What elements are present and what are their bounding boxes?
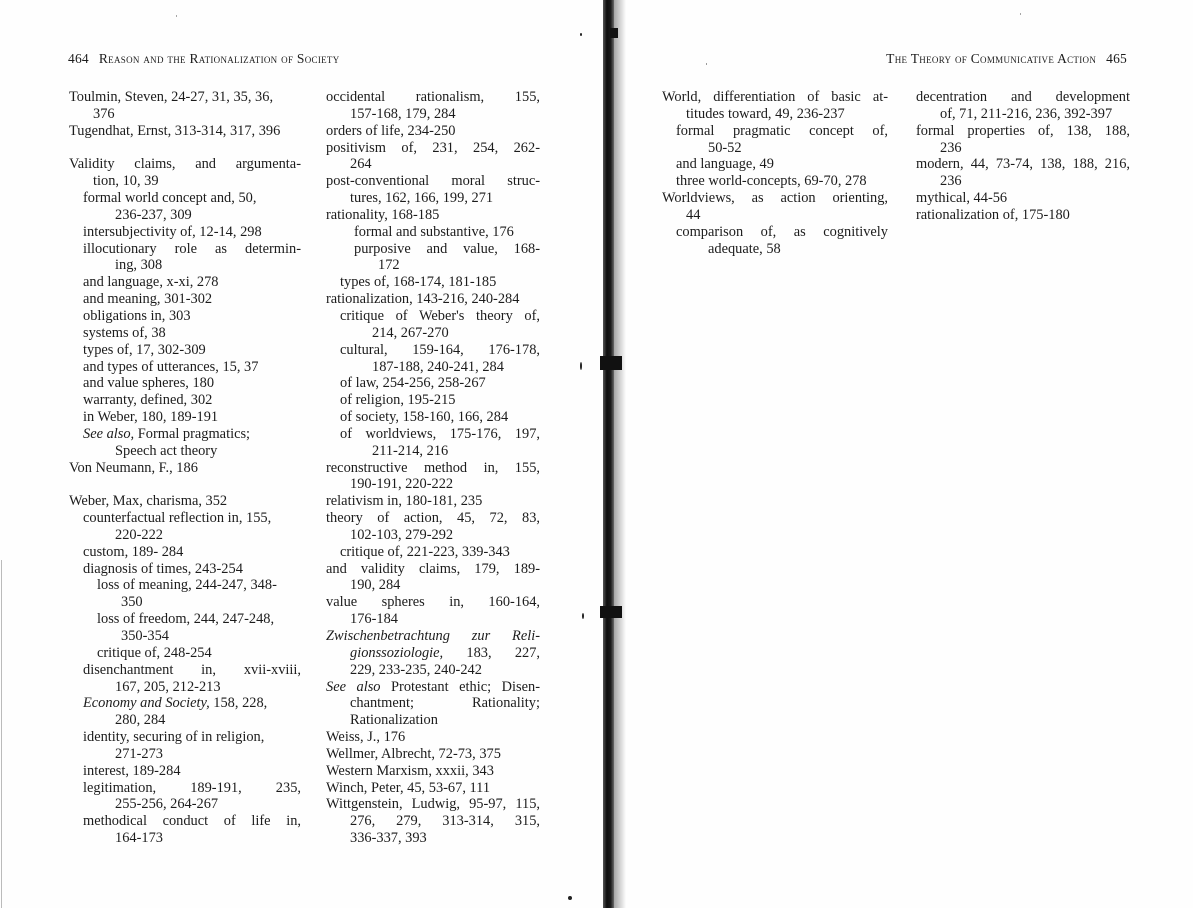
index-entry (69, 359, 301, 376)
index-column-2 (326, 89, 540, 847)
index-entry-line: 280, 284 (115, 712, 166, 729)
index-entry (69, 291, 301, 308)
index-entry-line: Western Marxism, xxxii, 343 (326, 762, 494, 779)
index-entry (69, 662, 301, 696)
scan-speck (568, 896, 572, 900)
index-entry-line: cultural, 159-164, 176-178, (340, 341, 540, 358)
index-entry-line: post-conventional moral struc- (326, 173, 540, 190)
index-entry-italic: See also (326, 678, 381, 695)
index-entry-line: reconstructive method in, 155, (326, 459, 540, 476)
index-entry (326, 140, 540, 174)
index-entry-line: 236 (940, 139, 962, 156)
index-entry (326, 746, 540, 763)
index-entry-italic: See also, (83, 425, 135, 442)
index-entry-line: relativism in, 180-181, 235 (326, 493, 483, 510)
index-entry (662, 190, 888, 224)
index-entry-line: types of, 168-174, 181-185 (340, 274, 497, 291)
index-entry (69, 241, 301, 275)
index-entry (326, 173, 540, 207)
index-entry-line (326, 628, 540, 645)
scan-speck (176, 15, 177, 17)
left-running-head (68, 51, 340, 67)
index-entry (326, 375, 540, 392)
index-entry-line: orders of life, 234-250 (326, 122, 456, 139)
index-entry (326, 763, 540, 780)
index-entry-line: value spheres in, 160-164, (326, 594, 540, 611)
index-entry-line: and language, x-xi, 278 (83, 274, 219, 291)
index-entry-line: positivism of, 231, 254, 262- (326, 139, 540, 156)
index-entry (326, 89, 540, 123)
index-entry-line: and language, 49 (676, 156, 774, 173)
index-entry (69, 611, 301, 645)
index-entry-line: 176-184 (350, 611, 398, 628)
index-entry-line: 211-214, 216 (372, 442, 449, 459)
index-entry (69, 89, 301, 123)
right-page-number: 465 (1106, 51, 1127, 66)
index-entry (69, 695, 301, 729)
index-entry (326, 123, 540, 140)
index-entry-italic: Economy and Society, (83, 695, 210, 712)
index-entry (326, 729, 540, 746)
index-entry (326, 561, 540, 595)
index-column-1 (69, 89, 301, 847)
index-entry-line: 264 (350, 156, 372, 173)
index-entry (69, 460, 301, 477)
index-entry (326, 291, 540, 308)
right-running-head (886, 51, 1127, 67)
index-entry-line: formal and substantive, 176 (354, 223, 514, 240)
scan-speck (580, 33, 582, 36)
index-entry (69, 375, 301, 392)
index-entry-line: adequate, 58 (708, 240, 781, 257)
index-entry (916, 89, 1130, 123)
index-entry-line: Validity claims, and argumenta- (69, 156, 301, 173)
index-entry-line: formal properties of, 138, 188, (916, 122, 1130, 139)
index-entry-line: 220-222 (115, 526, 163, 543)
index-entry-line: modern, 44, 73-74, 138, 188, 216, (916, 156, 1130, 173)
index-entry-line: 236 (940, 173, 962, 190)
index-entry-line: 350-354 (121, 628, 169, 644)
binding-clip-top (610, 28, 618, 38)
index-entry-line: 50-52 (708, 139, 742, 156)
index-entry-line: disenchantment in, xvii-xviii, (83, 661, 301, 678)
binding-clip-lower (600, 606, 622, 618)
index-entry-line: 229, 233-235, 240-242 (350, 661, 482, 678)
index-entry (69, 510, 301, 544)
index-entry (326, 426, 540, 460)
index-entry-line: 255-256, 264-267 (115, 796, 219, 813)
index-entry-line: See also, Formal pragmatics; (83, 425, 251, 442)
index-entry-line: Speech act theory (115, 442, 218, 459)
index-entry-line: types of, 17, 302-309 (83, 341, 206, 358)
index-entry-line: Economy and Society, 158, 228, (83, 695, 268, 712)
index-entry (326, 594, 540, 628)
index-entry-line: tures, 162, 166, 199, 271 (350, 190, 494, 207)
index-entry (69, 645, 301, 662)
index-entry (69, 493, 301, 510)
index-entry (326, 342, 540, 376)
index-entry (326, 679, 540, 730)
index-entry-line: gionssoziologie, 183, 227, (350, 644, 540, 661)
index-entry-line: of worldviews, 175-176, 197, (340, 425, 540, 442)
index-entry-line: 44 (686, 206, 701, 223)
index-entry-line: decentration and development (916, 89, 1130, 105)
index-entry-line: Rationalization (350, 712, 438, 729)
left-page (0, 0, 590, 908)
index-entry-line: 350 (121, 594, 143, 611)
index-entry-line: 276, 279, 313-314, 315, (350, 813, 540, 830)
index-entry-line: critique of Weber's theory of, (340, 307, 540, 324)
index-entry-line: rationalization of, 175-180 (916, 206, 1070, 223)
index-entry-line: purposive and value, 168- (354, 240, 540, 257)
index-entry (326, 308, 540, 342)
index-entry-line: 102-103, 279-292 (350, 526, 454, 543)
index-entry-line: Wittgenstein, Ludwig, 95-97, 115, (326, 796, 540, 813)
right-running-title: The Theory of Communicative Action (886, 51, 1097, 66)
index-entry-line: loss of meaning, 244-247, 348- (97, 577, 277, 594)
index-entry-line: three world-concepts, 69-70, 278 (676, 173, 867, 190)
index-entry-line: ing, 308 (115, 257, 163, 274)
index-entry-line: 172 (378, 257, 400, 274)
index-entry-line: 376 (93, 105, 115, 122)
index-entry-line: tion, 10, 39 (93, 173, 159, 190)
index-entry-line: 190, 284 (350, 577, 401, 594)
index-entry-line: comparison of, as cognitively (676, 223, 888, 240)
index-entry (326, 409, 540, 426)
index-entry-line: legitimation, 189-191, 235, (83, 779, 301, 796)
index-entry (326, 207, 540, 224)
index-entry (326, 241, 540, 275)
index-entry-line: diagnosis of times, 243-254 (83, 560, 243, 577)
index-entry-line: of law, 254-256, 258-267 (340, 375, 486, 392)
index-entry-line: 187-188, 240-241, 284 (372, 358, 504, 375)
index-entry (662, 123, 888, 157)
index-entry-line: Worldviews, as action orienting, (662, 190, 888, 207)
index-entry (69, 308, 301, 325)
index-entry-line: custom, 189- 284 (83, 543, 184, 560)
index-entry-line: formal world concept and, 50, (83, 190, 257, 207)
index-entry-line: See also Protestant ethic; Disen- (326, 678, 540, 695)
index-entry (326, 544, 540, 561)
index-entry-line: chantment; Rationality; (350, 695, 540, 712)
index-entry-line: titudes toward, 49, 236-237 (686, 105, 845, 122)
index-entry (69, 224, 301, 241)
book-gutter (600, 0, 624, 908)
index-entry (916, 207, 1130, 224)
index-entry-line: in Weber, 180, 189-191 (83, 409, 219, 426)
index-entry-line: rationalization, 143-216, 240-284 (326, 291, 520, 308)
index-entry-line: Weiss, J., 176 (326, 729, 406, 746)
index-entry-line: Winch, Peter, 45, 53-67, 111 (326, 779, 491, 796)
index-entry (916, 156, 1130, 190)
index-entry (69, 780, 301, 814)
index-entry-line: 157-168, 179, 284 (350, 105, 456, 122)
index-entry (69, 392, 301, 409)
index-column-3 (662, 89, 888, 257)
index-entry (326, 796, 540, 847)
index-entry-line: World, differentiation of basic at- (662, 89, 888, 105)
index-entry-line: 271-273 (115, 745, 163, 762)
index-entry-line: Weber, Max, charisma, 352 (69, 493, 228, 510)
index-entry (69, 409, 301, 426)
index-entry (69, 274, 301, 291)
index-entry-line: formal pragmatic concept of, (676, 122, 888, 139)
binding-clip-middle (600, 356, 622, 370)
index-entry-line: of religion, 195-215 (340, 392, 456, 409)
index-entry-line: warranty, defined, 302 (83, 392, 213, 409)
index-entry-line: and meaning, 301-302 (83, 291, 213, 308)
index-entry-line: Tugendhat, Ernst, 313-314, 317, 396 (69, 122, 281, 139)
index-entry (662, 89, 888, 123)
index-entry (326, 628, 540, 679)
index-entry (69, 123, 301, 140)
index-column-4 (916, 89, 1130, 224)
index-entry (662, 224, 888, 258)
index-entry-line: mythical, 44-56 (916, 190, 1008, 207)
index-entry (326, 274, 540, 291)
index-entry-line: 164-173 (115, 830, 163, 847)
index-entry (69, 729, 301, 763)
index-entry (69, 190, 301, 224)
index-entry-line: 336-337, 393 (350, 830, 427, 847)
index-entry (69, 763, 301, 780)
index-entry (326, 460, 540, 494)
index-entry-line: occidental rationalism, 155, (326, 89, 540, 105)
index-entry (69, 544, 301, 561)
index-entry-line: intersubjectivity of, 12-14, 298 (83, 223, 262, 240)
index-entry (69, 426, 301, 460)
index-entry (69, 156, 301, 190)
index-entry-line: obligations in, 303 (83, 307, 191, 324)
index-entry (916, 123, 1130, 157)
index-entry (326, 510, 540, 544)
right-page (622, 0, 1193, 908)
index-entry-line: 167, 205, 212-213 (115, 678, 221, 695)
index-entry (326, 780, 540, 797)
index-entry (69, 325, 301, 342)
index-entry-line: of, 71, 211-216, 236, 392-397 (940, 105, 1113, 122)
index-entry-line: of society, 158-160, 166, 284 (340, 409, 509, 426)
index-entry (69, 342, 301, 359)
index-entry (326, 493, 540, 510)
index-entry (916, 190, 1130, 207)
index-entry-line: identity, securing of in religion, (83, 729, 265, 746)
scan-speck (580, 362, 582, 370)
index-entry-line: and value spheres, 180 (83, 375, 215, 392)
index-entry-line: critique of, 221-223, 339-343 (340, 543, 510, 560)
index-entry-line: methodical conduct of life in, (83, 813, 301, 830)
binding-spine (603, 0, 614, 908)
left-page-number: 464 (68, 51, 89, 66)
index-entry-line: systems of, 38 (83, 324, 166, 341)
index-entry-line: illocutionary role as determin- (83, 240, 301, 257)
index-entry (662, 173, 888, 190)
index-entry (662, 156, 888, 173)
index-entry-line: Von Neumann, F., 186 (69, 459, 198, 476)
index-entry-line: and types of utterances, 15, 37 (83, 358, 259, 375)
left-running-title: Reason and the Rationalization of Society (98, 51, 340, 66)
index-entry-italic: gionssoziologie, (350, 644, 444, 661)
index-entry-line: 214, 267-270 (372, 324, 449, 341)
index-entry-line: Wellmer, Albrecht, 72-73, 375 (326, 745, 501, 762)
index-entry-line: critique of, 248-254 (97, 644, 212, 661)
index-entry-line: theory of action, 45, 72, 83, (326, 510, 540, 527)
index-entry-italic: Zwischenbetrachtung zur Reli- (326, 628, 540, 644)
index-entry-line: rationality, 168-185 (326, 206, 440, 223)
index-entry (69, 561, 301, 578)
index-entry-line: 190-191, 220-222 (350, 476, 454, 493)
index-entry-line: Toulmin, Steven, 24-27, 31, 35, 36, (69, 89, 274, 105)
index-entry (69, 577, 301, 611)
index-entry-line: counterfactual reflection in, 155, (83, 510, 272, 527)
index-entry-line: interest, 189-284 (83, 762, 181, 779)
index-entry (69, 813, 301, 847)
index-entry-line: 236-237, 309 (115, 206, 192, 223)
index-entry (326, 392, 540, 409)
index-entry (326, 224, 540, 241)
scan-speck (582, 613, 584, 619)
index-entry-line: loss of freedom, 244, 247-248, (97, 611, 275, 628)
index-entry-line: and validity claims, 179, 189- (326, 560, 540, 577)
